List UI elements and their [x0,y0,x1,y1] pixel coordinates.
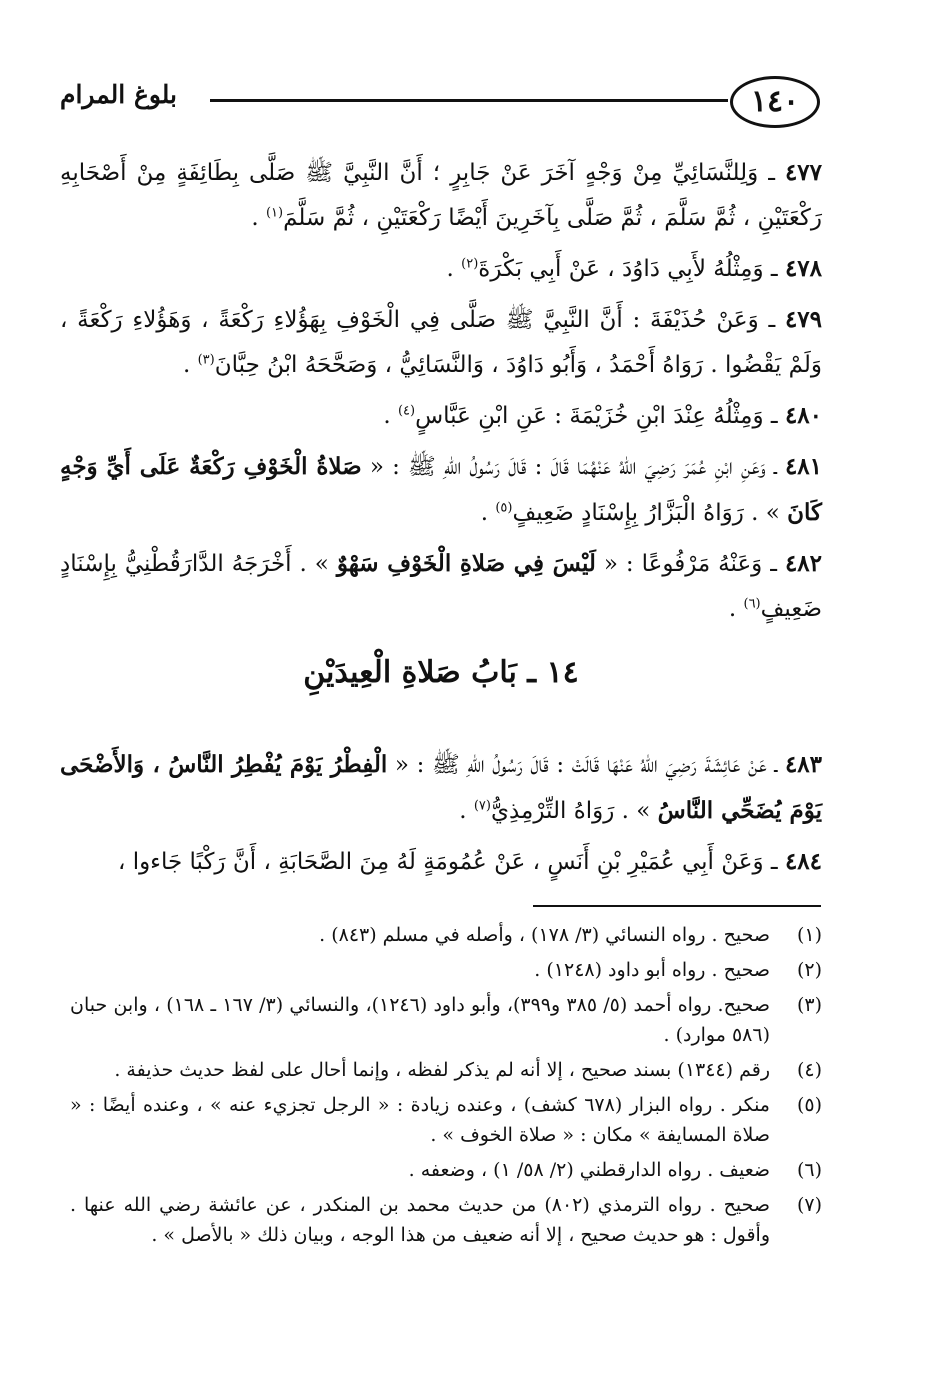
hadith-paragraph: ٤٧٩ ـ وَعَنْ حُذَيْفَةَ : أَنَّ النَّبِيَّ ﷺ صَلَّى فِي الْخَوْفِ بِهَؤُلاءِ رَكْعَةً ، وَهَؤُلاءِ رَكْعَةً ، وَلَمْ يَقْضُوا . رَوَاهُ أَحْمَدُ ، وَأَبُو دَاوُدَ ، وَالنَّسَائِيُّ ، وَصَحَّحَهُ ابْنُ حِبَّانَ$^{(٣)}$ . [60,306,823,378]
hadith-text: ـ وَعَنِ ابْنِ عُمَرَ رَضِيَ اللهُ عَنْهُمَا قَالَ : قَالَ رَسُولُ اللهِ ﷺ : « [361,454,777,480]
footnote-item [70,955,822,985]
hadith-paragraph: ٤٨١ ـ وَعَنِ ابْنِ عُمَرَ رَضِيَ اللهُ عَنْهُمَا قَالَ : قَالَ رَسُولُ اللهِ ﷺ : « صَلاةُ الْخَوْفِ رَكْعَةٌ عَلَى أَيِّ وَجْهٍ كَانَ » . رَوَاهُ الْبَزَّارُ بِإِسْنَادٍ ضَعِيفٍ$^{(٥)}$ . [60,453,823,526]
footnote-item [70,1055,822,1085]
footnote-number: (٧) [796,1194,822,1216]
footnote-item [70,1090,822,1150]
footnotes [70,920,822,1255]
hadith-paragraph: ٤٧٧ ـ وَلِلنَّسَائِيِّ مِنْ وَجْهٍ آخَرَ عَنْ جَابِرٍ ؛ أَنَّ النَّبِيَّ ﷺ صَلَّى بِطَائِفَةٍ مِنْ أَصْحَابِهِ رَكْعَتَيْنِ ، ثُمَّ سَلَّمَ ، ثُمَّ صَلَّى بِآخَرِينَ أَيْضًا رَكْعَتَيْنِ ، ثُمَّ سَلَّمَ$^{(١)}$ . [60,159,822,231]
footnote-ref: (٥) [495,500,513,516]
footnote-number: (٤) [796,1059,822,1081]
book-title: بلوغ المرام [60,80,178,109]
hadith-number: ٤٧٨ [784,255,822,282]
footnote-item [70,1155,822,1185]
hadith-text: » . أَخْرَجَهُ الدَّارَقُطْنِيُّ بِإِسْنَادٍ ضَعِيفٍ [60,551,822,622]
footnote-text: صحيح . رواه أبو داود (١٢٤٨) . [534,959,770,981]
footnote-text: رقم (١٣٤٤) بسند صحيح ، إلا أنه لم يذكر لفظه ، وإنما أحال على لفظ حديث حذيفة . [114,1059,770,1081]
footnote-text: ضعيف . رواه الدارقطني (٢/ ٥٨/ ١) ، وضعفه . [408,1159,770,1181]
hadith-number: ٤٨٢ [784,550,822,577]
footnote-number: (٥) [796,1094,822,1116]
footnote-item [70,920,822,950]
hadith-number: ٤٨١ [784,453,823,480]
hadith-text: » . رَوَاهُ التِّرْمِذِيُّ [490,798,658,824]
hadith-text: ـ عَنْ عَائِشَةَ رَضِيَ اللهُ عَنْهَا قَالَتْ : قَالَ رَسُولُ اللهِ ﷺ : « [387,752,778,778]
hadith-text: ـ وَعَنْ حُذَيْفَةَ : أَنَّ النَّبِيَّ ﷺ صَلَّى فِي الْخَوْفِ بِهَؤُلاءِ رَكْعَةً ، وَهَؤُلاءِ رَكْعَةً ، وَلَمْ يَقْضُوا . رَوَاهُ أَحْمَدُ ، وَأَبُو دَاوُدَ ، وَالنَّسَائِيُّ ، وَصَحَّحَهُ ابْنُ حِبَّانَ [60,307,822,378]
footnote-ref: (٦) [743,596,761,612]
footnote-number: (٢) [796,959,822,981]
footnote-item [70,1190,822,1250]
hadith-matn: صَلاةُ الْخَوْفِ رَكْعَةٌ عَلَى أَيِّ وَجْهٍ كَانَ [60,453,822,526]
footnote-item [70,990,822,1050]
hadith-paragraph [60,839,822,885]
footnote-ref: (٢) [461,256,479,272]
footnote-number: (٣) [796,994,822,1016]
hadith-matn: لَيْسَ فِي صَلاةِ الْخَوْفِ سَهْوٌ [336,550,596,577]
page-header [60,70,820,130]
hadith-number: ٤٨٤ [784,848,822,875]
footnote-separator [533,905,821,907]
hadith-paragraph: ٤٧٨ ـ وَمِثْلُهُ لأَبِي دَاوُدَ ، عَنْ أَبِي بَكْرَةَ$^{(٢)}$ . [446,255,822,282]
hadith-number: ٤٨٠ [784,402,822,429]
footnote-ref: (٣) [197,352,215,368]
hadith-number: ٤٧٧ [784,159,822,186]
header-rule [210,99,728,102]
hadith-text: ـ وَعَنْهُ مَرْفُوعًا : « [595,551,777,577]
hadith-list-before-chapter [60,150,822,632]
hadith-text: ـ وَمِثْلُهُ عِنْدَ ابْنِ خُزَيْمَةَ : عَنِ ابْنِ عَبَّاسٍ [415,403,778,429]
hadith-number: ٤٨٣ [784,751,822,778]
hadith-paragraph: ٤٨٣ ـ عَنْ عَائِشَةَ رَضِيَ اللهُ عَنْهَا قَالَتْ : قَالَ رَسُولُ اللهِ ﷺ : « الْفِطْرُ يَوْمَ يُفْطِرُ النَّاسُ ، وَالأَضْحَى يَوْمَ يُضَحِّي النَّاسُ » . رَوَاهُ التِّرْمِذِيُّ$^{(٧)}$ . [60,751,822,824]
footnote-number: (١) [796,924,822,946]
hadith-text: ـ وَلِلنَّسَائِيِّ مِنْ وَجْهٍ آخَرَ عَنْ جَابِرٍ ؛ أَنَّ النَّبِيَّ ﷺ صَلَّى بِطَائِفَةٍ مِنْ أَصْحَابِهِ رَكْعَتَيْنِ ، ثُمَّ سَلَّمَ ، ثُمَّ صَلَّى بِآخَرِينَ أَيْضًا رَكْعَتَيْنِ ، ثُمَّ سَلَّمَ [60,160,822,231]
footnote-text: منكر . رواه البزار (٦٧٨ كشف) ، وعنده زيادة : « الرجل تجزيء عنه » ، وعنده أيضًا : « صلاة المسايفة » مكان : « صلاة الخوف » . [70,1094,770,1146]
hadith-paragraph: ٤٨٢ ـ وَعَنْهُ مَرْفُوعًا : « لَيْسَ فِي صَلاةِ الْخَوْفِ سَهْوٌ » . أَخْرَجَهُ الدَّارَقُطْنِيُّ بِإِسْنَادٍ ضَعِيفٍ$^{(٦)}$ . [60,550,822,622]
footnote-ref: (٧) [473,798,491,814]
hadith-text: » . رَوَاهُ الْبَزَّارُ بِإِسْنَادٍ ضَعِيفٍ [512,500,788,526]
hadith-text: ـ وَعَنْ أَبِي عُمَيْرِ بْنِ أَنَسٍ ، عَنْ عُمُومَةٍ لَهُ مِنَ الصَّحَابَةِ ، أَنَّ رَكْبًا جَاءوا ، [117,849,778,875]
hadith-list-after-chapter [60,742,822,885]
footnote-text: صحيح . رواه النسائي (٣/ ١٧٨) ، وأصله في مسلم (٨٤٣) . [319,924,770,946]
footnote-ref: (٤) [397,403,416,419]
chapter-heading: ١٤ ـ بَابُ صَلاةِ الْعِيدَيْنِ [303,655,579,690]
hadith-number: ٤٧٩ [784,306,823,333]
footnote-ref: (١) [265,205,284,221]
page-number-badge: ١٤٠ [730,76,820,128]
hadith-paragraph: ٤٨٠ ـ وَمِثْلُهُ عِنْدَ ابْنِ خُزَيْمَةَ : عَنِ ابْنِ عَبَّاسٍ$^{(٤)}$ . [383,402,822,429]
hadith-matn: الْفِطْرُ يَوْمَ يُفْطِرُ النَّاسُ ، وَالأَضْحَى يَوْمَ يُضَحِّي النَّاسُ [60,751,822,824]
footnote-text: صحيح . رواه الترمذي (٨٠٢) من حديث محمد بن المنكدر ، عن عائشة رضي الله عنها . وأقول : هو حديث صحيح ، إلا أنه ضعيف من هذا الوجه ، وبيان ذلك « بالأصل » . [70,1194,770,1246]
footnote-text: صحيح. رواه أحمد (٥/ ٣٨٥ و٣٩٩)، وأبو داود (١٢٤٦)، والنسائي (٣/ ١٦٧ ـ ١٦٨) ، وابن حبان (٥٨٦ موارد) . [70,994,770,1046]
hadith-text: ـ وَمِثْلُهُ لأَبِي دَاوُدَ ، عَنْ أَبِي بَكْرَةَ [478,256,778,282]
footnote-number: (٦) [796,1159,822,1181]
